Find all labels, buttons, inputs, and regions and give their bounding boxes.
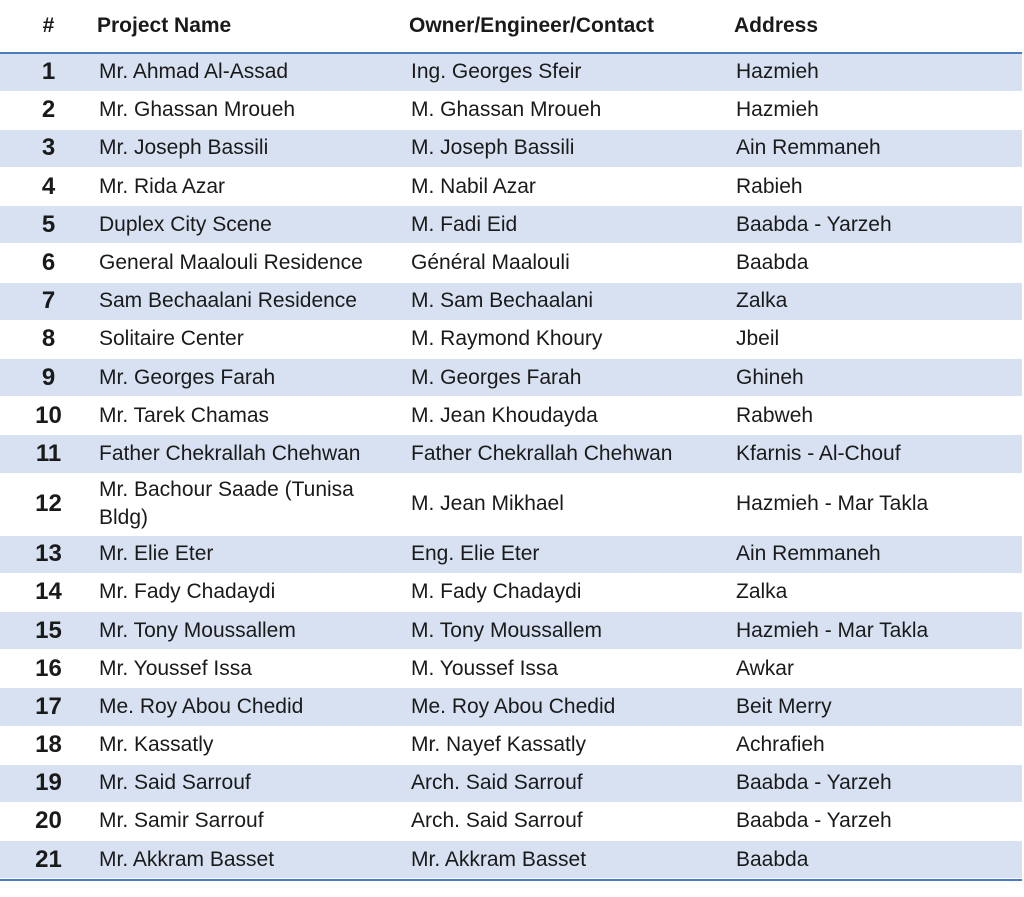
table-row bbox=[0, 53, 1022, 91]
project-name-cell: Sam Bechaalani Residence bbox=[97, 282, 409, 320]
table-row bbox=[0, 320, 1022, 358]
row-number: 10 bbox=[0, 397, 97, 435]
address-cell: Baabda bbox=[734, 841, 1022, 879]
owner-cell: M. Joseph Bassili bbox=[409, 129, 734, 167]
owner-cell: M. Jean Mikhael bbox=[409, 473, 734, 535]
project-name-cell: Mr. Tony Moussallem bbox=[97, 611, 409, 649]
table-bottom-rule bbox=[0, 879, 1022, 881]
address-cell: Zalka bbox=[734, 573, 1022, 611]
table-row bbox=[0, 726, 1022, 764]
row-number: 8 bbox=[0, 320, 97, 358]
row-number: 16 bbox=[0, 650, 97, 688]
row-number: 21 bbox=[0, 841, 97, 879]
address-cell: Rabweh bbox=[734, 397, 1022, 435]
address-cell: Awkar bbox=[734, 650, 1022, 688]
owner-cell: M. Tony Moussallem bbox=[409, 611, 734, 649]
table-row bbox=[0, 650, 1022, 688]
owner-cell: Eng. Elie Eter bbox=[409, 535, 734, 573]
table-header bbox=[0, 0, 1022, 53]
table-row bbox=[0, 688, 1022, 726]
project-name-cell: Solitaire Center bbox=[97, 320, 409, 358]
table-row bbox=[0, 611, 1022, 649]
table-row bbox=[0, 435, 1022, 473]
project-name-cell: Mr. Samir Sarrouf bbox=[97, 802, 409, 840]
row-number: 19 bbox=[0, 764, 97, 802]
row-number: 4 bbox=[0, 168, 97, 206]
table-row bbox=[0, 129, 1022, 167]
address-cell: Baabda - Yarzeh bbox=[734, 802, 1022, 840]
table-row bbox=[0, 206, 1022, 244]
project-name-cell: Mr. Bachour Saade (Tunisa Bldg) bbox=[97, 473, 409, 535]
header-num: # bbox=[0, 0, 97, 53]
owner-cell: Me. Roy Abou Chedid bbox=[409, 688, 734, 726]
owner-cell: M. Raymond Khoury bbox=[409, 320, 734, 358]
address-cell: Hazmieh - Mar Takla bbox=[734, 473, 1022, 535]
table-row bbox=[0, 802, 1022, 840]
row-number: 9 bbox=[0, 359, 97, 397]
project-name-cell: Mr. Rida Azar bbox=[97, 168, 409, 206]
table-row bbox=[0, 573, 1022, 611]
project-name-cell: Mr. Kassatly bbox=[97, 726, 409, 764]
table-row bbox=[0, 397, 1022, 435]
header-owner: Owner/Engineer/Contact bbox=[409, 0, 734, 53]
row-number: 15 bbox=[0, 611, 97, 649]
row-number: 1 bbox=[0, 53, 97, 91]
address-cell: Jbeil bbox=[734, 320, 1022, 358]
row-number: 7 bbox=[0, 282, 97, 320]
owner-cell: M. Fadi Eid bbox=[409, 206, 734, 244]
address-cell: Hazmieh bbox=[734, 91, 1022, 129]
address-cell: Hazmieh bbox=[734, 53, 1022, 91]
row-number: 11 bbox=[0, 435, 97, 473]
project-name-cell: Me. Roy Abou Chedid bbox=[97, 688, 409, 726]
table-row bbox=[0, 535, 1022, 573]
project-name-cell: Mr. Fady Chadaydi bbox=[97, 573, 409, 611]
table-row bbox=[0, 244, 1022, 282]
address-cell: Zalka bbox=[734, 282, 1022, 320]
address-cell: Baabda - Yarzeh bbox=[734, 206, 1022, 244]
owner-cell: Arch. Said Sarrouf bbox=[409, 764, 734, 802]
row-number: 6 bbox=[0, 244, 97, 282]
address-cell: Achrafieh bbox=[734, 726, 1022, 764]
row-number: 2 bbox=[0, 91, 97, 129]
table-row bbox=[0, 764, 1022, 802]
table-row bbox=[0, 359, 1022, 397]
owner-cell: Général Maalouli bbox=[409, 244, 734, 282]
table-row bbox=[0, 841, 1022, 879]
address-cell: Ghineh bbox=[734, 359, 1022, 397]
project-name-cell: Mr. Akkram Basset bbox=[97, 841, 409, 879]
table-row bbox=[0, 282, 1022, 320]
table-row bbox=[0, 91, 1022, 129]
project-name-cell: Mr. Elie Eter bbox=[97, 535, 409, 573]
project-name-cell: Mr. Youssef Issa bbox=[97, 650, 409, 688]
table-row bbox=[0, 168, 1022, 206]
row-number: 20 bbox=[0, 802, 97, 840]
row-number: 14 bbox=[0, 573, 97, 611]
project-name-cell: Mr. Georges Farah bbox=[97, 359, 409, 397]
row-number: 13 bbox=[0, 535, 97, 573]
owner-cell: Ing. Georges Sfeir bbox=[409, 53, 734, 91]
header-project-name: Project Name bbox=[97, 0, 409, 53]
project-name-cell: Mr. Tarek Chamas bbox=[97, 397, 409, 435]
row-number: 3 bbox=[0, 129, 97, 167]
owner-cell: Mr. Nayef Kassatly bbox=[409, 726, 734, 764]
address-cell: Rabieh bbox=[734, 168, 1022, 206]
address-cell: Hazmieh - Mar Takla bbox=[734, 611, 1022, 649]
project-name-cell: Father Chekrallah Chehwan bbox=[97, 435, 409, 473]
address-cell: Ain Remmaneh bbox=[734, 129, 1022, 167]
header-row bbox=[0, 0, 1022, 53]
row-number: 12 bbox=[0, 473, 97, 535]
address-cell: Beit Merry bbox=[734, 688, 1022, 726]
header-address: Address bbox=[734, 0, 1022, 53]
owner-cell: Arch. Said Sarrouf bbox=[409, 802, 734, 840]
project-name-cell: Mr. Ahmad Al-Assad bbox=[97, 53, 409, 91]
owner-cell: Mr. Akkram Basset bbox=[409, 841, 734, 879]
owner-cell: M. Jean Khoudayda bbox=[409, 397, 734, 435]
address-cell: Kfarnis - Al-Chouf bbox=[734, 435, 1022, 473]
owner-cell: Father Chekrallah Chehwan bbox=[409, 435, 734, 473]
owner-cell: M. Georges Farah bbox=[409, 359, 734, 397]
address-cell: Ain Remmaneh bbox=[734, 535, 1022, 573]
project-name-cell: Duplex City Scene bbox=[97, 206, 409, 244]
project-name-cell: Mr. Ghassan Mroueh bbox=[97, 91, 409, 129]
address-cell: Baabda - Yarzeh bbox=[734, 764, 1022, 802]
owner-cell: M. Fady Chadaydi bbox=[409, 573, 734, 611]
project-name-cell: Mr. Joseph Bassili bbox=[97, 129, 409, 167]
project-name-cell: General Maalouli Residence bbox=[97, 244, 409, 282]
owner-cell: M. Sam Bechaalani bbox=[409, 282, 734, 320]
table-body bbox=[0, 53, 1022, 879]
owner-cell: M. Ghassan Mroueh bbox=[409, 91, 734, 129]
address-cell: Baabda bbox=[734, 244, 1022, 282]
table-row bbox=[0, 473, 1022, 535]
row-number: 5 bbox=[0, 206, 97, 244]
owner-cell: M. Youssef Issa bbox=[409, 650, 734, 688]
owner-cell: M. Nabil Azar bbox=[409, 168, 734, 206]
project-name-cell: Mr. Said Sarrouf bbox=[97, 764, 409, 802]
row-number: 17 bbox=[0, 688, 97, 726]
row-number: 18 bbox=[0, 726, 97, 764]
